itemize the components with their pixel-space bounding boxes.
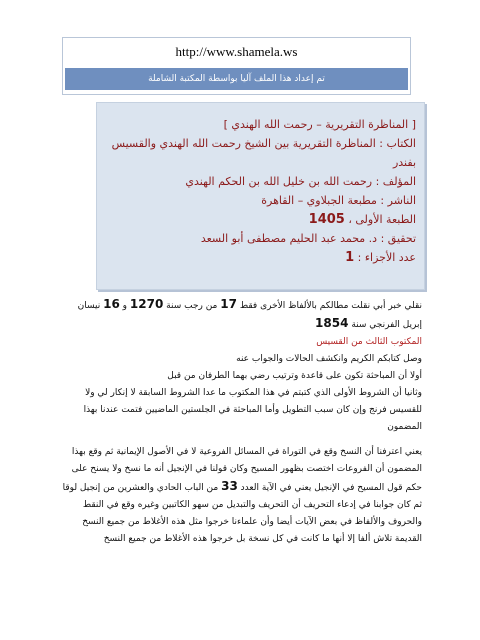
text-run: إبريل الفرنجي سنة	[348, 320, 422, 330]
book-name-part-1: الكتاب : المناظرة التقريرية بين الشيخ رحمت الله الهندي والقسيس	[111, 137, 416, 150]
paragraph-gap	[58, 436, 422, 444]
text-run: و	[119, 301, 130, 311]
editor-line: تحقيق : د. محمد عبد الحليم مصطفى أبو السعد	[200, 232, 416, 245]
number-run: 33	[221, 479, 238, 493]
library-banner: تم إعداد هذا الملف آليا بواسطة المكتبة الشاملة	[65, 68, 408, 90]
paragraph-6: ثم كان جوابنا في إدعاء التحريف أن التحريف والتبديل من سهو الكاتبين وغيره وقع في النقط والحروف والألفاظ في بعض الآيات أيضا وأن علماءنا خرجوا مثل هذه الأغلاط من جميع النسخ القديمة تلاش ألفا إلا أنها ما كانت في كل نسخة بل خرجوا هذه الأغلاط من جميع النسخ	[82, 500, 422, 544]
book-name-line	[103, 134, 416, 172]
text-run: نيسان	[77, 301, 104, 311]
text-run: من الباب الحادي والعشرين من إنجيل لوقا	[62, 483, 222, 493]
edition-line	[103, 210, 416, 229]
edition-label: الطبعة الأولى ،	[344, 213, 416, 226]
paragraph-4: وثانيا أن الشروط الأولى الذي كتبتم في هذا المكتوب ما عدا الشروط السابقة لا إنكار لي ولا للقسيس فرنج وإن كان سبب التطويل وأما المباحثة في الجلستين الماضيين فتمت عندنا بهذا المضمون	[83, 388, 422, 432]
number-run: 1854	[315, 316, 349, 330]
book-info-box	[96, 102, 425, 290]
paragraph-3: أولا أن المباحثة تكون على قاعدة وترتيب رضي بهما الطرفان من قبل	[167, 371, 422, 381]
book-title-line: [ المناظرة التقريرية – رحمت الله الهندي ]	[223, 118, 416, 131]
paragraph-2: وصل كتابكم الكريم وانكشف الحالات والجواب عنه	[236, 354, 422, 364]
book-name-part-2: بفندر	[392, 156, 416, 169]
number-run: 16	[103, 297, 120, 311]
number-run: 1270	[129, 297, 164, 311]
parts-count: 1	[345, 250, 355, 265]
publisher-line: الناشر : مطبعة الجبلاوي – القاهرة	[261, 194, 416, 207]
header-frame	[62, 37, 411, 95]
parts-line	[103, 248, 416, 267]
section-heading: المكتوب الثالث من القسيس	[316, 337, 422, 347]
text-run: من رجب سنة	[163, 301, 221, 311]
parts-label: عدد الأجزاء :	[354, 251, 416, 264]
paragraph-5	[58, 444, 422, 497]
author-line: المؤلف : رحمت الله بن خليل الله بن الحكم الهندي	[185, 175, 416, 188]
paragraph-1	[58, 296, 422, 334]
number-run: 17	[220, 297, 237, 311]
text-run: نقلي خبر أبي نقلت مطالكم بالألفاظ الأخرى فقط	[236, 301, 422, 311]
edition-year: 1405	[308, 212, 345, 227]
text-run: يعني اعترفنا أن النسخ وقع في التوراة في المسائل الفروعية لا في الأصول الإيمانية ثم وقع بهذا المضمون أن الفروعات اختصت بظهور المسيح وكان قولنا في الإنجيل أنه ما نسخ ولا يسنح على حكم قول المسيح في الإنجيل يعني في الآية العدد	[71, 447, 422, 493]
site-url[interactable]: http://www.shamela.ws	[175, 44, 298, 59]
book-info	[103, 115, 416, 267]
document-body	[58, 296, 422, 548]
